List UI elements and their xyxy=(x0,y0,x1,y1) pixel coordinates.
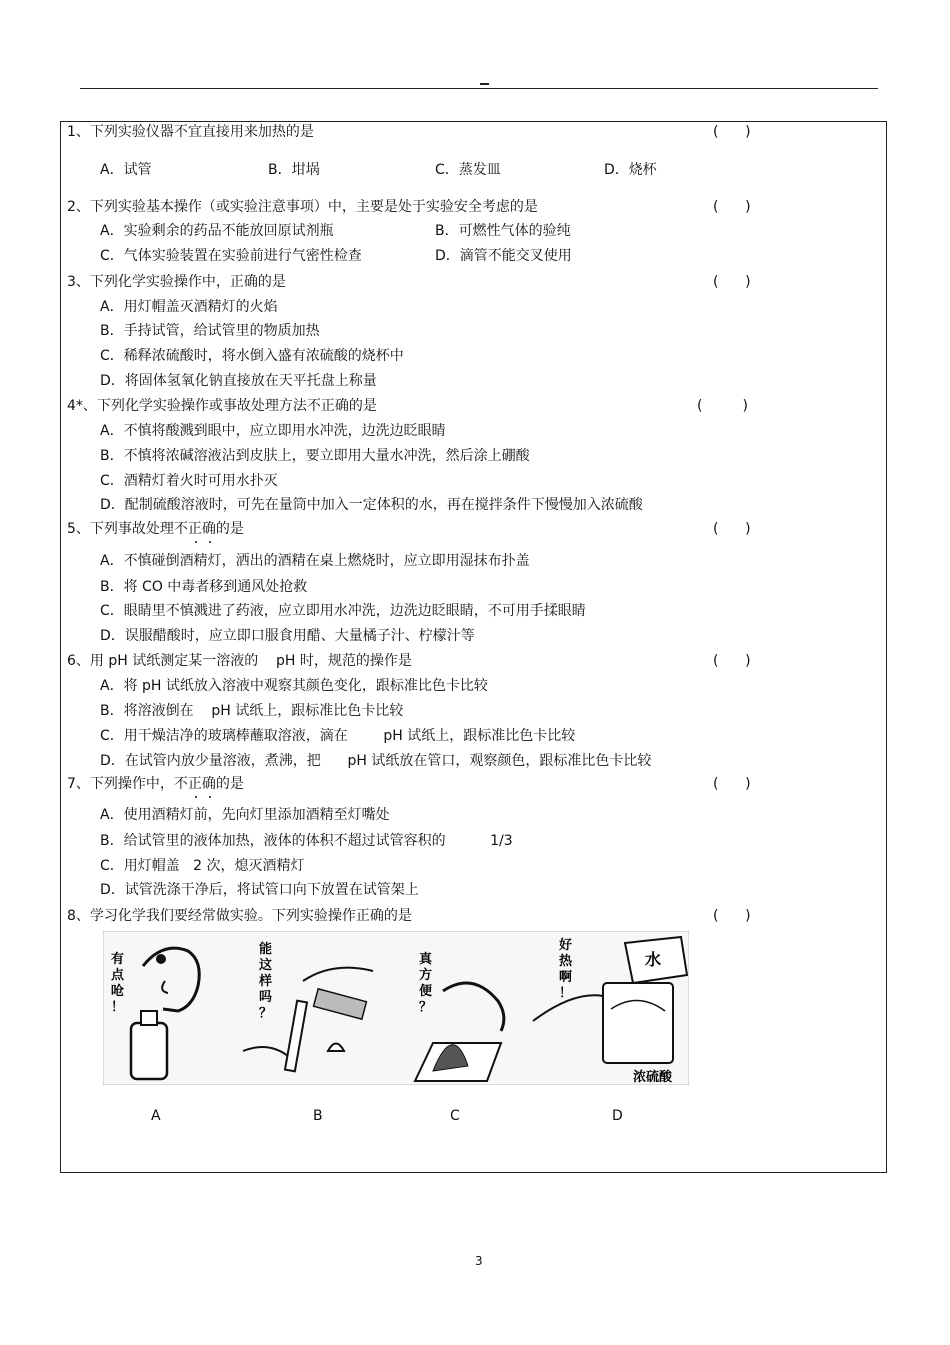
q7-option-c: C．用灯帽盖 2 次，熄灭酒精灯 xyxy=(100,858,305,874)
panel-c-caption-1: 真 xyxy=(419,952,433,967)
header-mark xyxy=(480,83,489,85)
q4-option-b: B．不慎将浓碱溶液沾到皮肤上，要立即用大量水冲洗，然后涂上硼酸 xyxy=(100,448,530,464)
q4-option-d: D．配制硫酸溶液时，可先在量筒中加入一定体积的水，再在搅拌条件下慢慢加入浓硫酸 xyxy=(100,497,643,513)
q5-answer-paren: ( ) xyxy=(713,521,751,537)
panel-a-caption-1: 有 xyxy=(111,952,125,967)
figure-label-a: A xyxy=(151,1108,161,1124)
q5-stem-emphasis xyxy=(174,521,216,537)
q1-option-b: B．坩埚 xyxy=(268,162,320,178)
panel-d-water-label: 水 xyxy=(645,950,662,969)
q4-stem: 4*、下列化学实验操作或事故处理方法不正确的是 xyxy=(67,398,377,414)
q7-stem-post: 的是 xyxy=(215,776,244,792)
q4-answer-paren: ( ) xyxy=(697,398,748,414)
q3-option-c: C．稀释浓硫酸时，将水倒入盛有浓硫酸的烧杯中 xyxy=(100,348,404,364)
panel-a-caption-4: ！ xyxy=(111,1000,125,1015)
q2-option-c: C．气体实验装置在实验前进行气密性检查 xyxy=(100,248,362,264)
panel-c-caption-3: 便 xyxy=(419,984,433,999)
q5-option-c: C．眼睛里不慎溅进了药液，应立即用水冲洗，边洗边眨眼睛，不可用手揉眼睛 xyxy=(100,603,586,619)
emphasis-char: 确 xyxy=(201,776,216,792)
emphasis-char: 不 xyxy=(173,521,188,537)
q5-stem xyxy=(67,521,244,537)
q7-stem-pre: 7、下列操作中， xyxy=(67,776,174,792)
q7-option-b: B．给试管里的液体加热，液体的体积不超过试管容积的 1/3 xyxy=(100,833,513,849)
panel-b-caption-4: 吗 xyxy=(259,990,273,1005)
emphasis-char: 正 xyxy=(187,521,202,537)
q2-answer-paren: ( ) xyxy=(713,199,751,215)
q1-stem: 1、下列实验仪器不宜直接用来加热的是 xyxy=(67,124,314,140)
q5-option-b: B．将 CO 中毒者移到通风处抢救 xyxy=(100,579,308,595)
figure-label-c: C xyxy=(450,1108,460,1124)
panel-b-caption-3: 样 xyxy=(259,974,273,989)
q1-answer-paren: ( ) xyxy=(713,124,751,140)
lab-operations-figure xyxy=(103,931,689,1085)
q6-option-d: D．在试管内放少量溶液，煮沸，把 pH 试纸放在管口，观察颜色，跟标准比色卡比较 xyxy=(100,753,652,769)
q2-option-d: D．滴管不能交叉使用 xyxy=(435,248,572,264)
q6-stem: 6、用 pH 试纸测定某一溶液的 pH 时，规范的操作是 xyxy=(67,653,412,669)
q8-stem: 8、学习化学我们要经常做实验。下列实验操作正确的是 xyxy=(67,908,412,924)
q5-option-a: A．不慎碰倒酒精灯，洒出的酒精在桌上燃烧时，应立即用湿抹布扑盖 xyxy=(100,553,530,569)
panel-d-caption-1: 好 xyxy=(559,938,573,953)
q5-stem-post: 的是 xyxy=(215,521,244,537)
figure-label-b: B xyxy=(313,1108,323,1124)
emphasis-char: 正 xyxy=(187,776,202,792)
q5-stem-pre: 5、下列事故处理 xyxy=(67,521,174,537)
panel-a-caption-2: 点 xyxy=(111,968,125,983)
q1-option-d: D．烧杯 xyxy=(604,162,657,178)
panel-b-caption-2: 这 xyxy=(259,958,273,973)
q2-stem: 2、下列实验基本操作（或实验注意事项）中，主要是处于实验安全考虑的是 xyxy=(67,199,538,215)
q1-option-a: A．试管 xyxy=(100,162,152,178)
q8-answer-paren: ( ) xyxy=(713,908,751,924)
q3-answer-paren: ( ) xyxy=(713,274,751,290)
panel-b-caption-5: ？ xyxy=(259,1006,273,1021)
q4-option-a: A．不慎将酸溅到眼中，应立即用水冲洗，边洗边眨眼睛 xyxy=(100,423,446,439)
panel-b-caption-1: 能 xyxy=(259,942,273,957)
q5-option-d: D．误服醋酸时，应立即口服食用醋、大量橘子汁、柠檬汁等 xyxy=(100,628,475,644)
q7-answer-paren: ( ) xyxy=(713,776,751,792)
q4-option-c: C．酒精灯着火时可用水扑灭 xyxy=(100,473,278,489)
panel-c-caption-2: 方 xyxy=(419,968,433,983)
panel-d-caption-2: 热 xyxy=(559,954,573,969)
q7-stem xyxy=(67,776,244,792)
q2-option-b: B．可燃性气体的验纯 xyxy=(435,223,571,239)
q3-option-b: B．手持试管，给试管里的物质加热 xyxy=(100,323,320,339)
q3-stem: 3、下列化学实验操作中，正确的是 xyxy=(67,274,286,290)
panel-d-caption-4: ！ xyxy=(559,986,573,1001)
emphasis-char: 确 xyxy=(201,521,216,537)
q7-option-a: A．使用酒精灯前，先向灯里添加酒精至灯嘴处 xyxy=(100,807,390,823)
q3-option-d: D．将固体氢氧化钠直接放在天平托盘上称量 xyxy=(100,373,377,389)
panel-a-caption-3: 呛 xyxy=(111,984,125,999)
q6-option-a: A．将 pH 试纸放入溶液中观察其颜色变化，跟标准比色卡比较 xyxy=(100,678,488,694)
header-rule xyxy=(80,88,878,89)
q6-option-b: B．将溶液倒在 pH 试纸上，跟标准比色卡比较 xyxy=(100,703,404,719)
panel-d-acid-label: 浓硫酸 xyxy=(633,1070,673,1085)
q3-option-a: A．用灯帽盖灭酒精灯的火焰 xyxy=(100,299,278,315)
q6-answer-paren: ( ) xyxy=(713,653,751,669)
figure-label-d: D xyxy=(612,1108,623,1124)
q6-option-c: C．用干燥洁净的玻璃棒蘸取溶液，滴在 pH 试纸上，跟标准比色卡比较 xyxy=(100,728,576,744)
emphasis-char: 不 xyxy=(173,776,188,792)
page-number: 3 xyxy=(475,1254,483,1268)
panel-d-caption-3: 啊 xyxy=(559,970,573,985)
q7-option-d: D．试管洗涤干净后，将试管口向下放置在试管架上 xyxy=(100,882,419,898)
q2-option-a: A．实验剩余的药品不能放回原试剂瓶 xyxy=(100,223,334,239)
q7-stem-emphasis xyxy=(174,776,216,792)
panel-c-caption-4: ？ xyxy=(419,1000,433,1015)
q1-option-c: C．蒸发皿 xyxy=(435,162,501,178)
